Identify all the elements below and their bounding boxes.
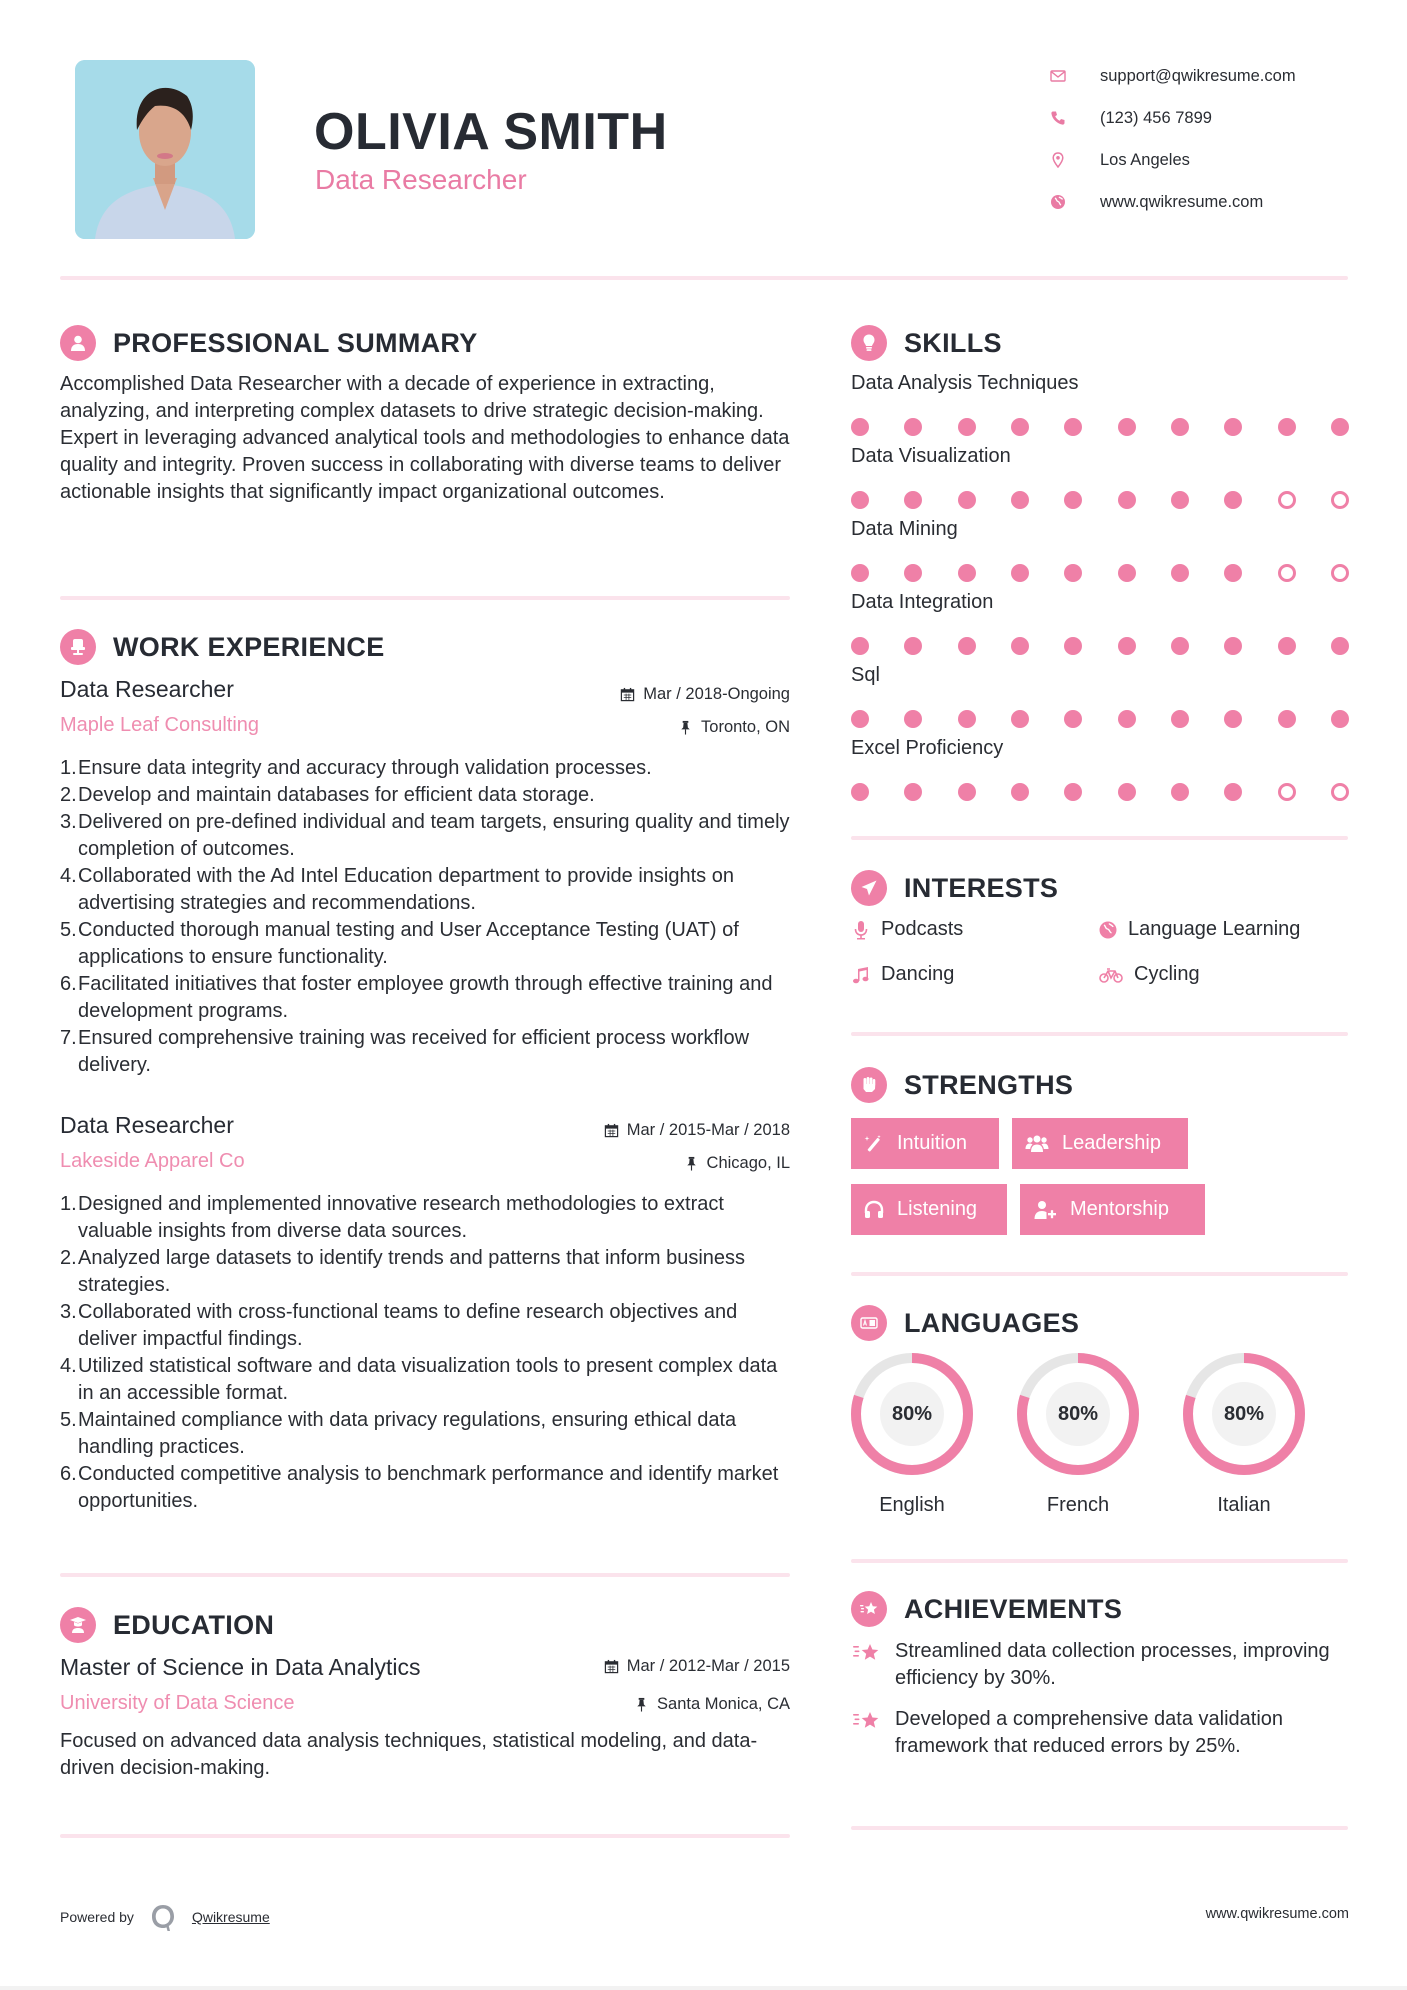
rating-dot-filled [851,637,869,655]
section-title: LANGUAGES [904,1307,1080,1338]
footer-website-link[interactable]: www.qwikresume.com [1205,1906,1349,1922]
job-responsibilities [60,755,795,1079]
interest-item: Dancing [851,963,954,986]
rating-dot-filled [1171,710,1189,728]
shooting-star-icon [851,1708,881,1734]
qwikresume-link[interactable]: Qwikresume [191,1909,270,1925]
rating-dot-filled [904,564,922,582]
language-progress-ring [850,1352,974,1476]
rating-dot-filled [1064,710,1082,728]
graduate-icon [60,1607,96,1643]
user-plus-icon [1032,1199,1058,1221]
degree-title: Master of Science in Data Analytics [60,1654,421,1680]
paper-plane-icon [851,870,887,906]
contact-list [1050,55,1296,223]
strength-tag: Leadership [1012,1118,1188,1169]
list-item: 6. Conducted competitive analysis to benchmark performance and identify market opportunities. [60,1463,779,1512]
job-dates: Mar / 2015-Mar / 2018 [604,1121,790,1140]
job-company: Lakeside Apparel Co [60,1150,245,1172]
job-dates: Mar / 2018-Ongoing [620,685,790,704]
rating-dot-filled [1331,637,1349,655]
contact-location: Los Angeles [1050,139,1296,181]
achievement-text: Streamlined data collection processes, improving efficiency by 30%. [895,1640,1330,1689]
portrait-illustration [75,60,255,239]
rating-dot-filled [1171,491,1189,509]
job-title: Data Researcher [60,676,234,702]
list-item: 2. Develop and maintain databases for efficient data storage. [60,784,595,806]
interest-item: Podcasts [851,918,963,941]
globe-icon [1050,192,1088,212]
rating-dot-empty [1278,491,1296,509]
job-company: Maple Leaf Consulting [60,714,260,736]
rating-dot-filled [1278,637,1296,655]
skill-rating [851,783,1349,801]
rating-dot-filled [1118,418,1136,436]
globe-icon [1098,920,1118,940]
language-percent: 80% [891,1402,933,1425]
rating-dot-filled [851,710,869,728]
section-header-summary [60,325,478,361]
rating-dot-filled [958,637,976,655]
section-divider [851,1272,1348,1276]
section-title: EDUCATION [113,1609,275,1640]
rating-dot-filled [1331,710,1349,728]
rating-dot-filled [1171,564,1189,582]
candidate-role: Data Researcher [315,164,527,195]
rating-dot-filled [904,710,922,728]
list-item: 5. Maintained compliance with data privacy regulations, ensuring ethical data handling practices. [60,1409,737,1458]
section-header-strengths [851,1067,1073,1103]
rating-dot-filled [1064,783,1082,801]
rating-dot-filled [958,418,976,436]
section-header-achievements [851,1591,1122,1627]
rating-dot-filled [1224,418,1242,436]
qwikresume-logo-icon [148,1902,178,1932]
section-header-interests [851,870,1058,906]
rating-dot-filled [1064,637,1082,655]
envelope-icon [1050,66,1088,86]
rating-dot-filled [1331,418,1349,436]
pushpin-icon [684,1156,699,1171]
page-bottom-edge [0,1986,1407,1990]
section-divider [851,1826,1348,1830]
interest-item: Language Learning [1098,918,1300,941]
fist-icon [851,1067,887,1103]
language-item [850,1352,974,1517]
interest-item: Cycling [1098,963,1200,986]
microphone-icon [851,920,871,940]
list-item: 3. Delivered on pre-defined individual and team targets, ensuring quality and timely completion of outcomes. [60,811,790,860]
section-divider [60,1573,790,1577]
user-icon [60,325,96,361]
bicycle-icon [1098,965,1124,985]
section-header-skills [851,325,1002,361]
job-location: Chicago, IL [684,1154,790,1173]
skill-item [851,591,1351,655]
section-header-experience [60,629,385,665]
section-title: STRENGTHS [904,1069,1074,1100]
language-item [1016,1352,1140,1517]
contact-website[interactable]: www.qwikresume.com [1050,181,1296,223]
list-item: 1. Ensure data integrity and accuracy through validation processes. [60,757,652,779]
pushpin-icon [634,1697,649,1712]
rating-dot-filled [851,491,869,509]
list-item: 1. Designed and implemented innovative research methodologies to extract valuable insights from diverse data sources. [60,1193,724,1242]
skill-rating [851,491,1349,509]
rating-dot-filled [958,491,976,509]
skill-item [851,737,1351,801]
rating-dot-filled [904,491,922,509]
rating-dot-filled [851,418,869,436]
rating-dot-filled [1064,564,1082,582]
rating-dot-filled [1011,564,1029,582]
lightbulb-icon [851,325,887,361]
rating-dot-filled [1118,710,1136,728]
section-header-languages [851,1305,1079,1341]
rating-dot-empty [1331,783,1349,801]
education-dates: Mar / 2012-Mar / 2015 [604,1657,790,1676]
skill-item [851,664,1351,728]
skill-item [851,372,1351,436]
achievement-item [851,1638,1351,1692]
rating-dot-filled [904,783,922,801]
list-item: 5. Conducted thorough manual testing and User Acceptance Testing (UAT) of applications to ensure functionality. [60,919,739,968]
rating-dot-filled [1011,491,1029,509]
rating-dot-filled [1224,564,1242,582]
header-divider [60,276,1348,280]
phone-icon [1050,108,1088,128]
section-title: ACHIEVEMENTS [904,1593,1123,1624]
rating-dot-filled [1278,710,1296,728]
language-name: English [879,1494,945,1516]
headphones-icon [863,1199,885,1221]
achievement-text: Developed a comprehensive data validation framework that reduced errors by 25%. [895,1708,1284,1757]
music-note-icon [851,965,871,985]
candidate-name: OLIVIA SMITH [314,103,668,161]
skill-name: Excel Proficiency [851,737,1004,759]
rating-dot-filled [851,783,869,801]
rating-dot-filled [1118,491,1136,509]
section-title: INTERESTS [904,872,1059,903]
rating-dot-filled [851,564,869,582]
pushpin-icon [678,720,693,735]
section-divider [60,1834,790,1838]
rating-dot-filled [1224,783,1242,801]
rating-dot-filled [1224,491,1242,509]
rating-dot-filled [904,637,922,655]
shooting-star-icon [851,1640,881,1666]
map-pin-icon [1050,150,1088,170]
rating-dot-filled [1224,710,1242,728]
section-title: WORK EXPERIENCE [113,631,385,662]
rating-dot-filled [1171,418,1189,436]
rating-dot-filled [1171,637,1189,655]
section-title: SKILLS [904,327,1002,358]
section-divider [851,836,1348,840]
rating-dot-filled [904,418,922,436]
skill-rating [851,710,1349,728]
rating-dot-filled [1171,783,1189,801]
rating-dot-filled [1064,491,1082,509]
office-chair-icon [60,629,96,665]
language-progress-ring [1182,1352,1306,1476]
shooting-star-icon [851,1591,887,1627]
contact-email[interactable]: support@qwikresume.com [1050,55,1296,97]
list-item: 4. Utilized statistical software and data visualization tools to present complex data in an accessible format. [60,1355,778,1404]
list-item: 4. Collaborated with the Ad Intel Education department to provide insights on advertising strategies and recommendations. [60,865,734,914]
calendar-icon [604,1659,619,1674]
skill-name: Sql [851,664,880,686]
summary-text: Accomplished Data Researcher with a decade of experience in extracting, analyzing, and interpreting complex datasets to drive strategic decision-making. Expert in leveraging advanced analytical tools and methodologies to enhance data quality and integrity. Proven success in collaborating with diverse teams to deliver actionable insights that significantly impact organizational outcomes. [60,373,790,503]
rating-dot-filled [1011,637,1029,655]
job-title: Data Researcher [60,1112,234,1138]
skill-item [851,445,1351,509]
language-percent: 80% [1057,1402,1099,1425]
section-divider [851,1032,1348,1036]
rating-dot-filled [1011,783,1029,801]
rating-dot-filled [1118,637,1136,655]
job-responsibilities [60,1191,795,1515]
rating-dot-filled [1224,637,1242,655]
rating-dot-filled [1278,418,1296,436]
language-percent: 80% [1223,1402,1265,1425]
calendar-icon [604,1123,619,1138]
skill-rating [851,564,1349,582]
calendar-icon [620,687,635,702]
achievement-item [851,1706,1351,1760]
rating-dot-empty [1278,783,1296,801]
job-location: Toronto, ON [678,718,790,737]
rating-dot-filled [1118,564,1136,582]
rating-dot-filled [958,783,976,801]
skill-name: Data Integration [851,591,994,613]
footer-powered-by: Powered by Qwikresume [60,1902,270,1932]
strength-tag: Listening [851,1184,1007,1235]
profile-photo [75,60,255,239]
skill-rating [851,418,1349,436]
list-item: 3. Collaborated with cross-functional teams to define research objectives and deliver impactful findings. [60,1301,738,1350]
language-name: French [1046,1494,1110,1516]
rating-dot-filled [958,710,976,728]
language-progress-ring [1016,1352,1140,1476]
users-icon [1024,1133,1050,1155]
education-location: Santa Monica, CA [634,1695,790,1714]
education-description: Focused on advanced data analysis techniques, statistical modeling, and data-driven decision-making. [60,1730,758,1779]
school-name: University of Data Science [60,1692,295,1714]
skill-name: Data Analysis Techniques [851,372,1079,394]
rating-dot-empty [1331,491,1349,509]
rating-dot-filled [1011,710,1029,728]
list-item: 7. Ensured comprehensive training was received for efficient process workflow delivery. [60,1027,750,1076]
strength-tag: Intuition [851,1118,999,1169]
section-title: PROFESSIONAL SUMMARY [113,327,478,358]
skill-rating [851,637,1349,655]
language-item [1182,1352,1306,1517]
section-header-education [60,1607,274,1643]
list-item: 2. Analyzed large datasets to identify trends and patterns that inform business strategies. [60,1247,746,1296]
language-name: Italian [1217,1494,1271,1516]
contact-phone[interactable]: (123) 456 7899 [1050,97,1296,139]
rating-dot-filled [1118,783,1136,801]
skill-name: Data Mining [851,518,958,540]
strength-tag: Mentorship [1020,1184,1205,1235]
magic-wand-icon [863,1133,885,1155]
translate-icon [851,1305,887,1341]
rating-dot-filled [1011,418,1029,436]
list-item: 6. Facilitated initiatives that foster employee growth through effective training and development programs. [60,973,773,1022]
rating-dot-empty [1331,564,1349,582]
section-divider [60,596,790,600]
rating-dot-filled [958,564,976,582]
section-divider [851,1559,1348,1563]
rating-dot-filled [1064,418,1082,436]
skill-name: Data Visualization [851,445,1011,467]
rating-dot-empty [1278,564,1296,582]
skill-item [851,518,1351,582]
